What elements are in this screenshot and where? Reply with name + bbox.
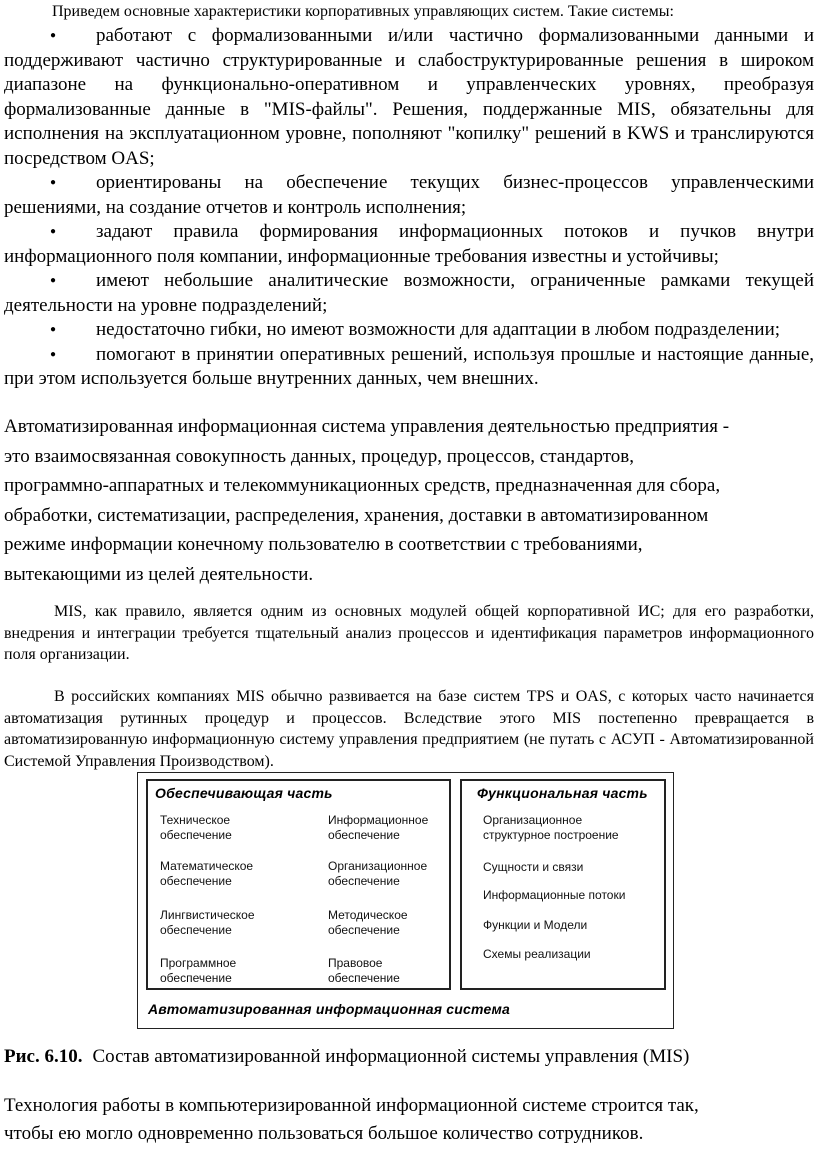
diagram-item: Методическое обеспечение bbox=[328, 908, 408, 937]
figure-caption-text: Состав автоматизированной информационной системы управления (MIS) bbox=[92, 1046, 690, 1067]
functional-part-title: Функциональная часть bbox=[477, 785, 648, 801]
bullet-icon: ● bbox=[50, 275, 57, 286]
supporting-part-title: Обеспечивающая часть bbox=[155, 785, 333, 801]
figure-caption-label: Рис. 6.10. bbox=[4, 1046, 83, 1067]
bullet-list bbox=[4, 24, 814, 392]
intro-text: Приведем основные характеристики корпоративных управляющих систем. Такие системы: bbox=[52, 3, 674, 20]
supporting-part-box bbox=[146, 779, 451, 990]
definition-line: обработки, систематизации, распределения, хранения, доставки в автоматизированном bbox=[4, 504, 709, 526]
list-item-text: помогают в принятии оперативных решений, используя прошлые и настоящие данные, при этом используется больше внутренних данных, чем внешних. bbox=[4, 343, 814, 389]
paragraph-mis-module: MIS, как правило, является одним из основных модулей общей корпоративной ИС; для его разработки, внедрения и интеграции требуется тщательный анализ процессов и идентификация параметров информационного поля организации. bbox=[4, 603, 814, 663]
diagram-item: Информационное обеспечение bbox=[328, 813, 429, 842]
figure-diagram bbox=[137, 772, 674, 1029]
definition-line: вытекающими из целей деятельности. bbox=[4, 563, 314, 585]
diagram-item: Правовое обеспечение bbox=[328, 956, 400, 985]
list-item-text: имеют небольшие аналитические возможности, ограниченные рамками текущей деятельности на уровне подразделений; bbox=[4, 270, 814, 316]
list-item bbox=[4, 343, 814, 392]
diagram-item: Техническое обеспечение bbox=[160, 813, 232, 842]
list-item bbox=[4, 318, 814, 343]
list-item-text: работают с формализованными и/или частично формализованными данными и поддерживают частично структурированные и слабоструктурированные решения в широком диапазоне на функционально-оперативном и управленческих уровнях, преобразуя формализованные данные в "MIS-файлы". Решения, поддержанные MIS, обязательны для исполнения на эксплуатационном уровне, пополняют "копилку" решений в KWS и транслируются посредством OAS; bbox=[4, 25, 814, 169]
bullet-icon: ● bbox=[50, 226, 57, 237]
bullet-icon: ● bbox=[50, 30, 57, 41]
paragraph-russian-companies: В российских компаниях MIS обычно развивается на базе систем TPS и OAS, с которых часто начинается автоматизация рутинных процедур и процессов. Вследствие этого MIS постепенно превращается в автоматизированную информационную систему управления предприятием (не путать с АСУП - Автоматизированной Системой Управления Производством). bbox=[4, 688, 814, 770]
figure-system-title: Автоматизированная информационная система bbox=[148, 1001, 510, 1017]
list-item bbox=[4, 220, 814, 269]
bullet-icon: ● bbox=[50, 177, 57, 188]
diagram-item: Организационное обеспечение bbox=[328, 859, 428, 888]
definition-line: программно-аппаратных и телекоммуникационных средств, предназначенная для сбора, bbox=[4, 475, 721, 496]
bullet-icon: ● bbox=[50, 348, 57, 360]
closing-line: Технология работы в компьютеризированной информационной системе строится так, bbox=[4, 1095, 699, 1116]
diagram-item: Лингвистическое обеспечение bbox=[160, 908, 255, 937]
diagram-item: Функции и Модели bbox=[483, 918, 588, 932]
list-item bbox=[4, 24, 814, 171]
bullet-icon: ● bbox=[50, 324, 57, 335]
list-item bbox=[4, 269, 814, 318]
definition-line: режиме информации конечному пользователю в соответствии с требованиями, bbox=[4, 534, 643, 555]
definition-paragraph bbox=[4, 412, 814, 589]
diagram-item: Математическое обеспечение bbox=[160, 859, 254, 888]
definition-line: Автоматизированная информационная система управления деятельностью предприятия - bbox=[4, 416, 730, 437]
diagram-item: Информационные потоки bbox=[483, 888, 626, 902]
closing-line: чтобы ею могло одновременно пользоваться большое количество сотрудников. bbox=[4, 1123, 644, 1144]
figure-caption bbox=[4, 1045, 689, 1069]
list-item-text: недостаточно гибки, но имеют возможности для адаптации в любом подразделении; bbox=[96, 319, 781, 340]
list-item-text: задают правила формирования информационных потоков и пучков внутри информационного поля компании, информационные требования известны и устойчивы; bbox=[4, 221, 814, 267]
diagram-item: Сущности и связи bbox=[483, 860, 584, 874]
list-item-text: ориентированы на обеспечение текущих бизнес-процессов управленческими решениями, на создание отчетов и контроль исполнения; bbox=[4, 172, 814, 218]
list-item bbox=[4, 171, 814, 220]
functional-part-box bbox=[460, 779, 666, 990]
closing-paragraph bbox=[4, 1092, 814, 1148]
diagram-item: Программное обеспечение bbox=[160, 956, 237, 985]
diagram-item: Организационное структурное построение bbox=[483, 813, 619, 842]
definition-line: это взаимосвязанная совокупность данных, процедур, процессов, стандартов, bbox=[4, 445, 634, 467]
diagram-item: Схемы реализации bbox=[483, 947, 591, 961]
